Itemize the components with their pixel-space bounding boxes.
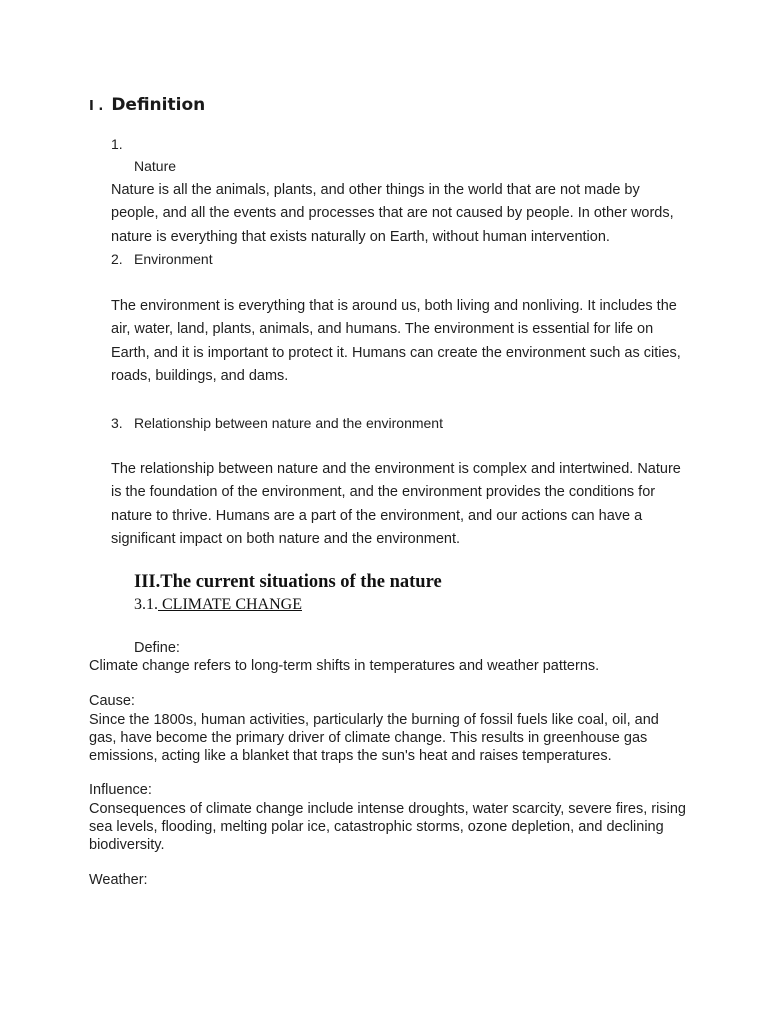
label-weather: Weather: (89, 872, 148, 888)
label-define: Define: (134, 640, 180, 656)
subsection-title: CLIMATE CHANGE (158, 596, 302, 613)
subsection-number: 3.1. (134, 596, 158, 613)
item-label-environment: Environment (134, 251, 213, 267)
list-number-2: 2. (111, 251, 123, 267)
section-heading-current-situations: III.The current situations of the nature (134, 572, 442, 592)
subsection-heading-climate-change (134, 596, 302, 614)
list-number-3: 3. (111, 415, 123, 431)
paragraph-relationship: The relationship between nature and the environment is complex and intertwined. Nature is the foundation of the environment, and the environment provides the conditions for nature to thrive. Humans are a part of the environment, and our actions can have a significant impact on both nature and the environment. (111, 461, 681, 547)
label-influence: Influence: (89, 782, 152, 798)
item-label-relationship: Relationship between nature and the environment (134, 415, 443, 431)
text-influence: Consequences of climate change include intense droughts, water scarcity, severe fires, rising sea levels, flooding, melting polar ice, catastrophic storms, ozone depletion, and declining biodiversity. (89, 801, 686, 854)
paragraph-nature: Nature is all the animals, plants, and other things in the world that are not made by people, and all the events and processes that are not caused by people. In other words, nature is everything that exists naturally on Earth, without human intervention. (111, 182, 674, 245)
item-label-nature: Nature (134, 158, 177, 174)
section-title: Definition (111, 95, 206, 115)
section-heading-definition (89, 95, 205, 115)
section-number: I . (89, 99, 104, 114)
paragraph-environment: The environment is everything that is around us, both living and nonliving. It includes the air, water, land, plants, animals, and humans. The environment is essential for life on Earth, and it is important to protect it. Humans can create the environment such as cities, roads, buildings, and dams. (111, 298, 681, 384)
text-define: Climate change refers to long-term shifts in temperatures and weather patterns. (89, 658, 600, 674)
label-cause: Cause: (89, 693, 135, 709)
text-cause: Since the 1800s, human activities, particularly the burning of fossil fuels like coal, oil, and gas, have become the primary driver of climate change. This results in greenhouse gas emissions, acting like a blanket that traps the sun's heat and raises temperatures. (89, 712, 659, 765)
list-number-1: 1. (111, 136, 123, 152)
